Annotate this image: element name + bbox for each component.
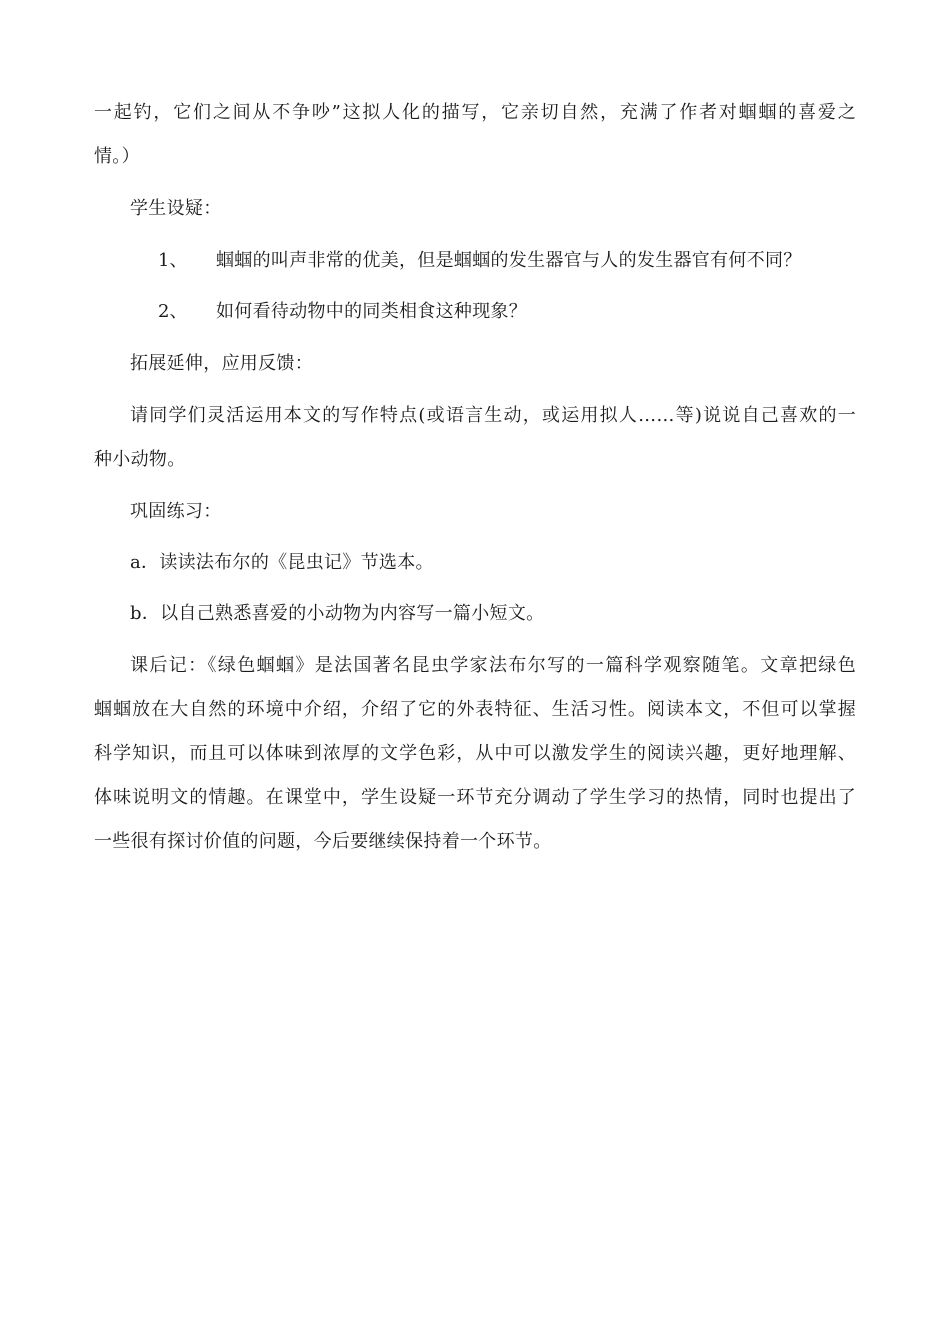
question-number: 2、: [158, 301, 188, 322]
practice-item: b．以自己熟悉喜爱的小动物为内容写一篇小短文。: [130, 603, 545, 624]
paragraph-line: 科学知识，而且可以体味到浓厚的文学色彩，从中可以激发学生的阅读兴趣，更好地理解、: [94, 743, 856, 764]
question-text: 蝈蝈的叫声非常的优美，但是蝈蝈的发生器官与人的发生器官有何不同？: [216, 250, 802, 271]
paragraph-line: 体味说明文的情趣。在课堂中，学生设疑一环节充分调动了学生学习的热情，同时也提出了: [94, 787, 856, 808]
paragraph-line: 请同学们灵活运用本文的写作特点(或语言生动，或运用拟人……等)说说自己喜欢的一: [130, 405, 856, 426]
paragraph-line: 情。）: [94, 146, 140, 167]
question-text: 如何看待动物中的同类相食这种现象？: [216, 301, 528, 322]
paragraph-line: 一些很有探讨价值的问题，今后要继续保持着一个环节。: [94, 831, 552, 852]
paragraph-line: 课后记：《绿色蝈蝈》是法国著名昆虫学家法布尔写的一篇科学观察随笔。文章把绿色: [130, 655, 856, 676]
section-heading-student-questions: 学生设疑：: [130, 198, 222, 219]
paragraph-line: 蝈蝈放在大自然的环境中介绍，介绍了它的外表特征、生活习性。阅读本文，不但可以掌握: [94, 699, 856, 720]
paragraph-line: 一起钓，它们之间从不争吵”这拟人化的描写，它亲切自然，充满了作者对蝈蝈的喜爱之: [94, 102, 856, 123]
question-number: 1、: [158, 250, 188, 271]
section-heading-practice: 巩固练习：: [130, 501, 222, 522]
section-heading-extension: 拓展延伸，应用反馈：: [130, 353, 313, 374]
practice-item: a．读读法布尔的《昆虫记》节选本。: [130, 552, 434, 573]
paragraph-line: 种小动物。: [94, 449, 186, 470]
